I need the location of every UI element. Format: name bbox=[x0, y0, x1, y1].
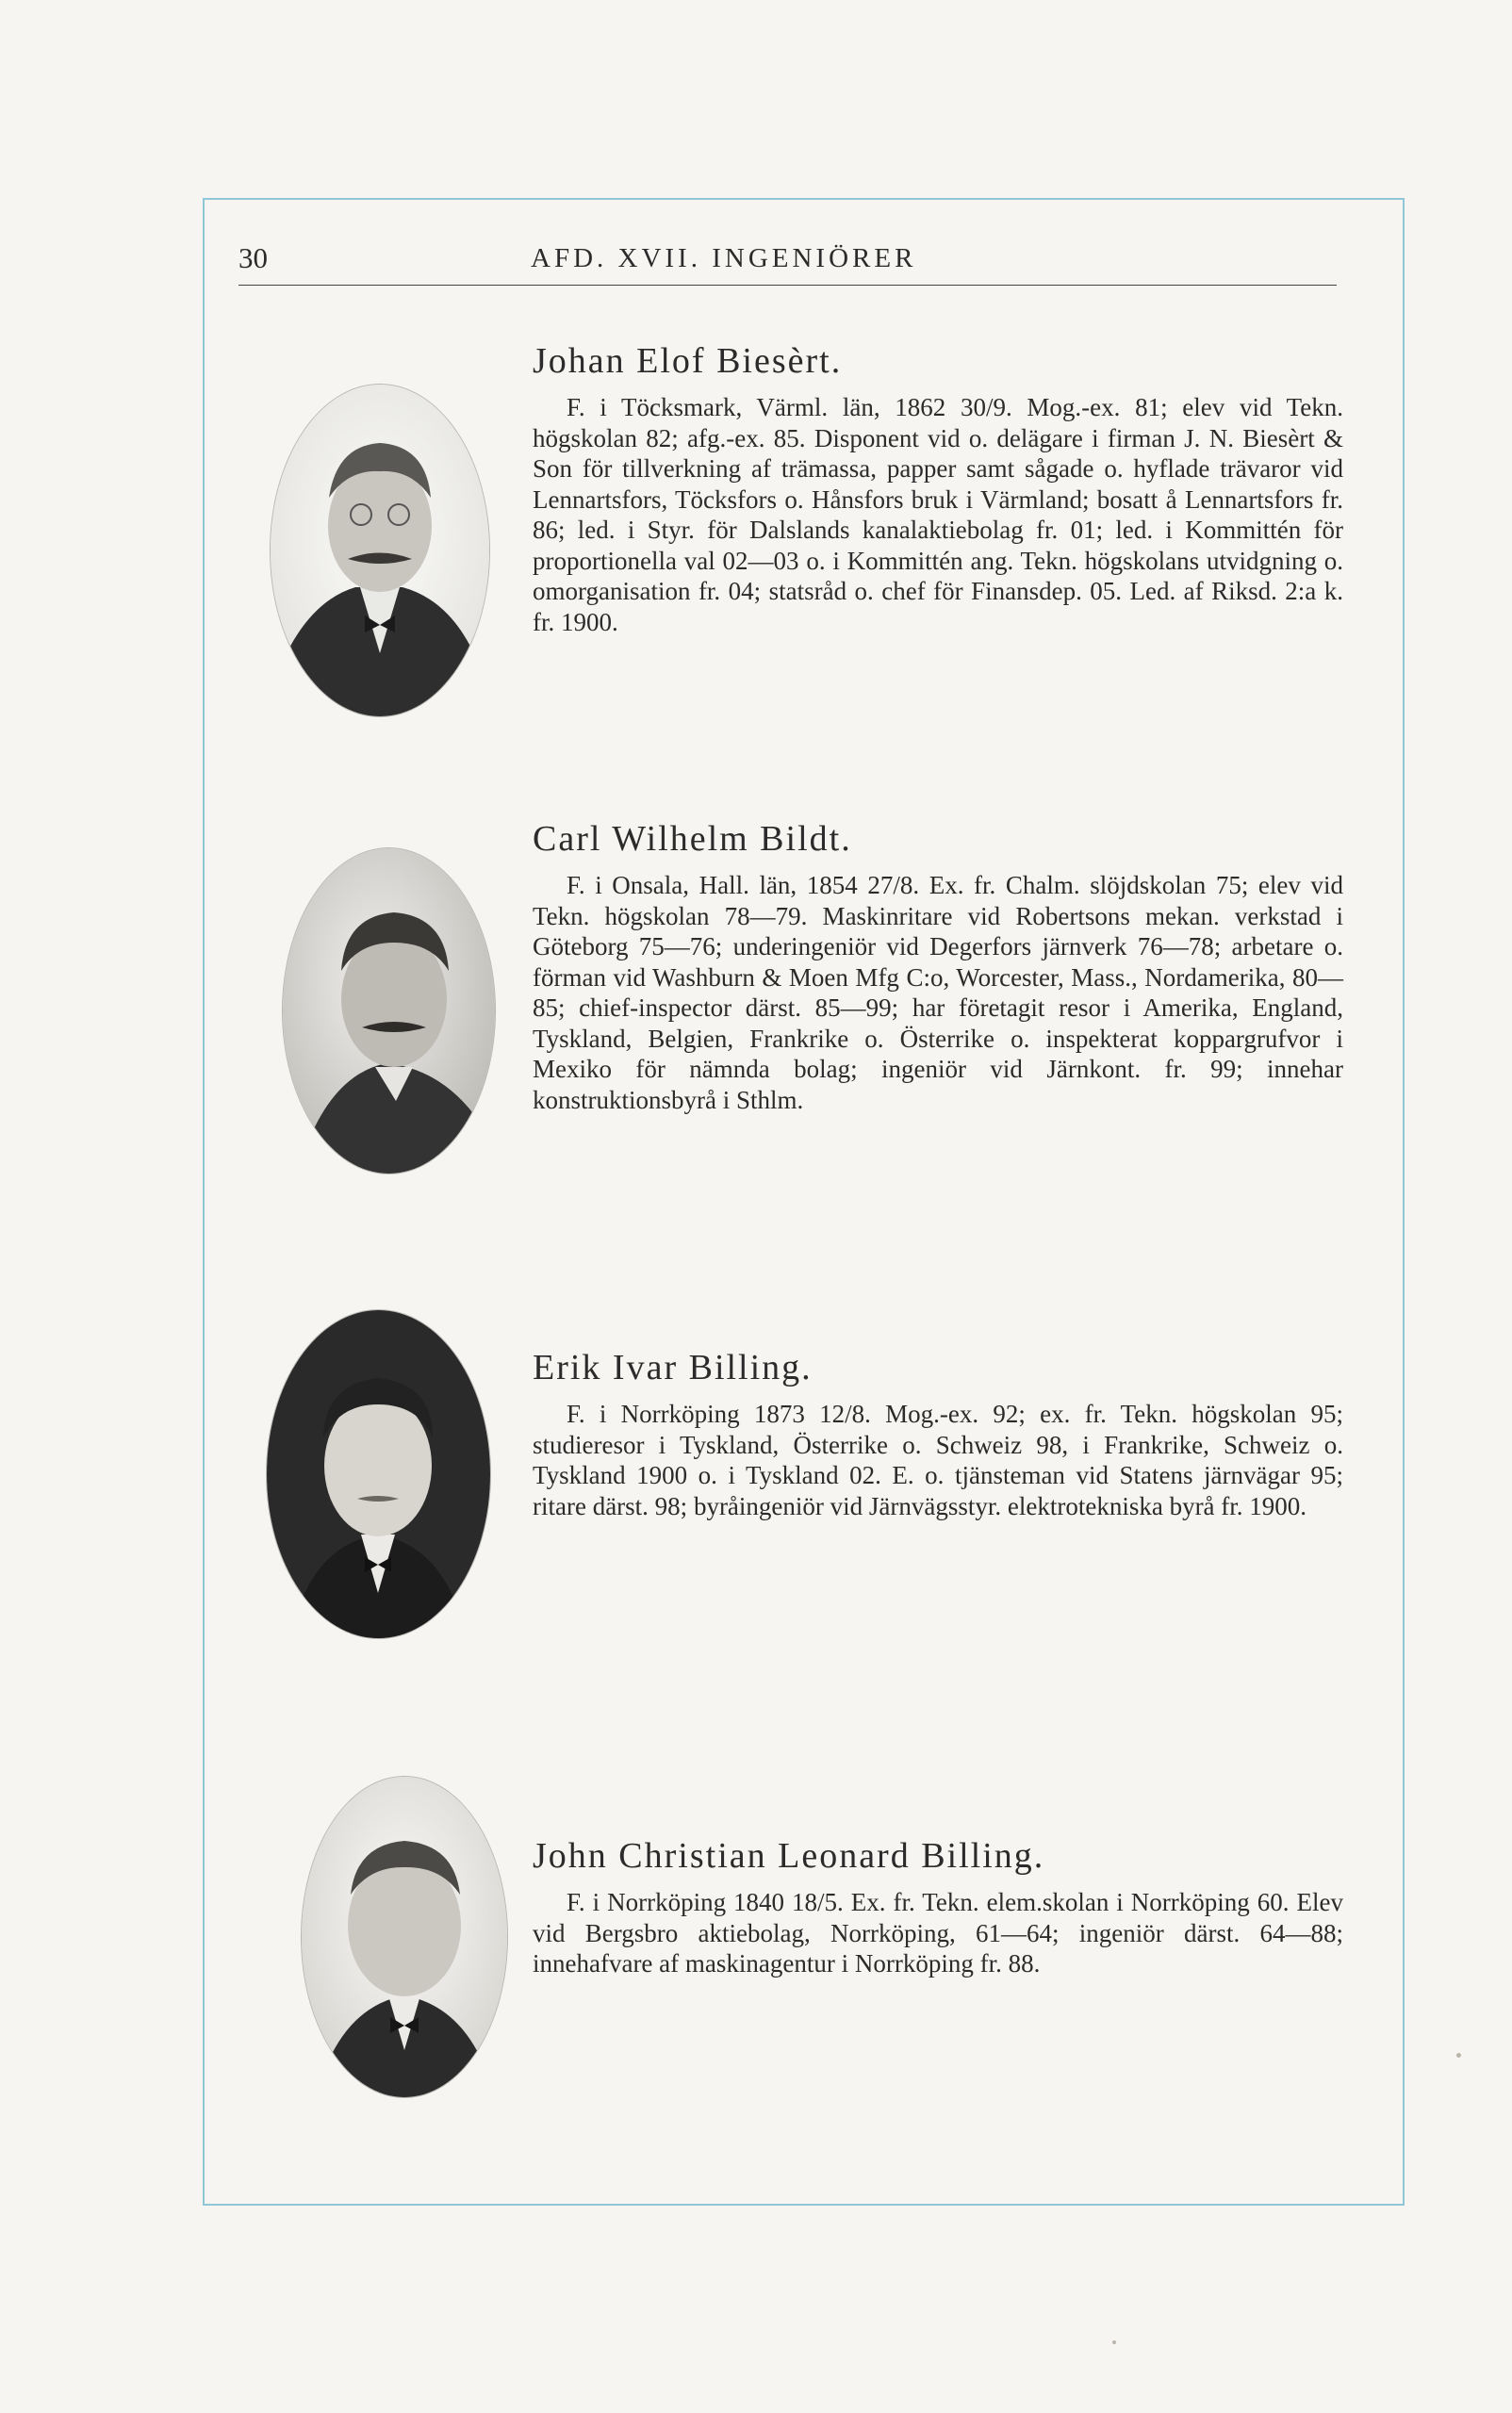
entry-name: Johan Elof Biesèrt. bbox=[533, 341, 843, 381]
entry-name: Erik Ivar Billing. bbox=[533, 1348, 813, 1387]
entry-biography: F. i Töcksmark, Värml. län, 1862 30/9. Mog.-ex. 81; elev vid Tekn. högskolan 82; afg.-ex. 85. Disponent vid o. delägare i firman J. N. Biesèrt & Son för tillverkning af trämassa, papper samt sågade o. hyflade trävaror vid Lennartsfors, Töcksfors o. Hånsfors bruk i Värmland; bosatt å Lennartsfors fr. 86; led. i Styr. för Dalslands kanalaktiebolag fr. 01; led. i Kommittén för proportionella val 02—03 o. i Kommittén ang. Tekn. högskolans utvidgning o. omorganisation fr. 04; statsråd o. chef för Finansdep. 05. Led. af Riksd. 2:a k. fr. 1900. bbox=[533, 393, 1343, 636]
entry-biography: F. i Norrköping 1840 18/5. Ex. fr. Tekn. elem.skolan i Norrköping 60. Elev vid Bergsbro aktiebolag, Norrköping, 61—64; ingeniör därst. 64—88; innehafvare af maskinagentur i Norrköping fr. 88. bbox=[533, 1888, 1343, 1978]
page-number: 30 bbox=[238, 241, 268, 274]
running-title: AFD. XVII. INGENIÖRER bbox=[531, 243, 917, 273]
running-header bbox=[238, 239, 1337, 286]
portrait-photo-icon bbox=[267, 1310, 490, 1638]
portrait-photo-icon bbox=[283, 848, 495, 1174]
entry-biography: F. i Onsala, Hall. län, 1854 27/8. Ex. fr. Chalm. slöjdskolan 75; elev vid Tekn. högskolan 78—79. Maskinritare vid Robertsons mekan. verkstad i Göteborg 75—76; underingeniör vid Degerfors järnverk 76—78; arbetare o. förman vid Washburn & Moen Mfg C:o, Worcester, Mass., Nordamerika, 80—85; chief-inspector därst. 85—99; har företagit resor i Amerika, England, Tyskland, Belgien, Frankrike o. Österrike o. inspekterat koppargrufvor i Mexiko för nämnda bolag; ingeniör vid Järnkont. fr. 99; innehar konstruktionsbyrå i Sthlm. bbox=[533, 871, 1343, 1114]
paper-speck bbox=[1112, 2340, 1116, 2344]
portrait-photo-icon bbox=[271, 385, 489, 716]
entry-biography: F. i Norrköping 1873 12/8. Mog.-ex. 92; ex. fr. Tekn. högskolan 95; studieresor i Tyskland, Österrike o. Schweiz 98, i Frankrike, Schweiz o. Tyskland 1900 o. i Tyskland 02. E. o. tjänsteman vid Statens järnvägar 95; ritare därst. 98; byråingeniör vid Järnvägsstyr. elektrotekniska byrå fr. 1900. bbox=[533, 1400, 1343, 1520]
entry-name: Carl Wilhelm Bildt. bbox=[533, 819, 852, 859]
entry-name: John Christian Leonard Billing. bbox=[533, 1836, 1045, 1876]
portrait-photo-icon bbox=[302, 1777, 507, 2097]
paper-speck bbox=[1456, 2053, 1461, 2058]
